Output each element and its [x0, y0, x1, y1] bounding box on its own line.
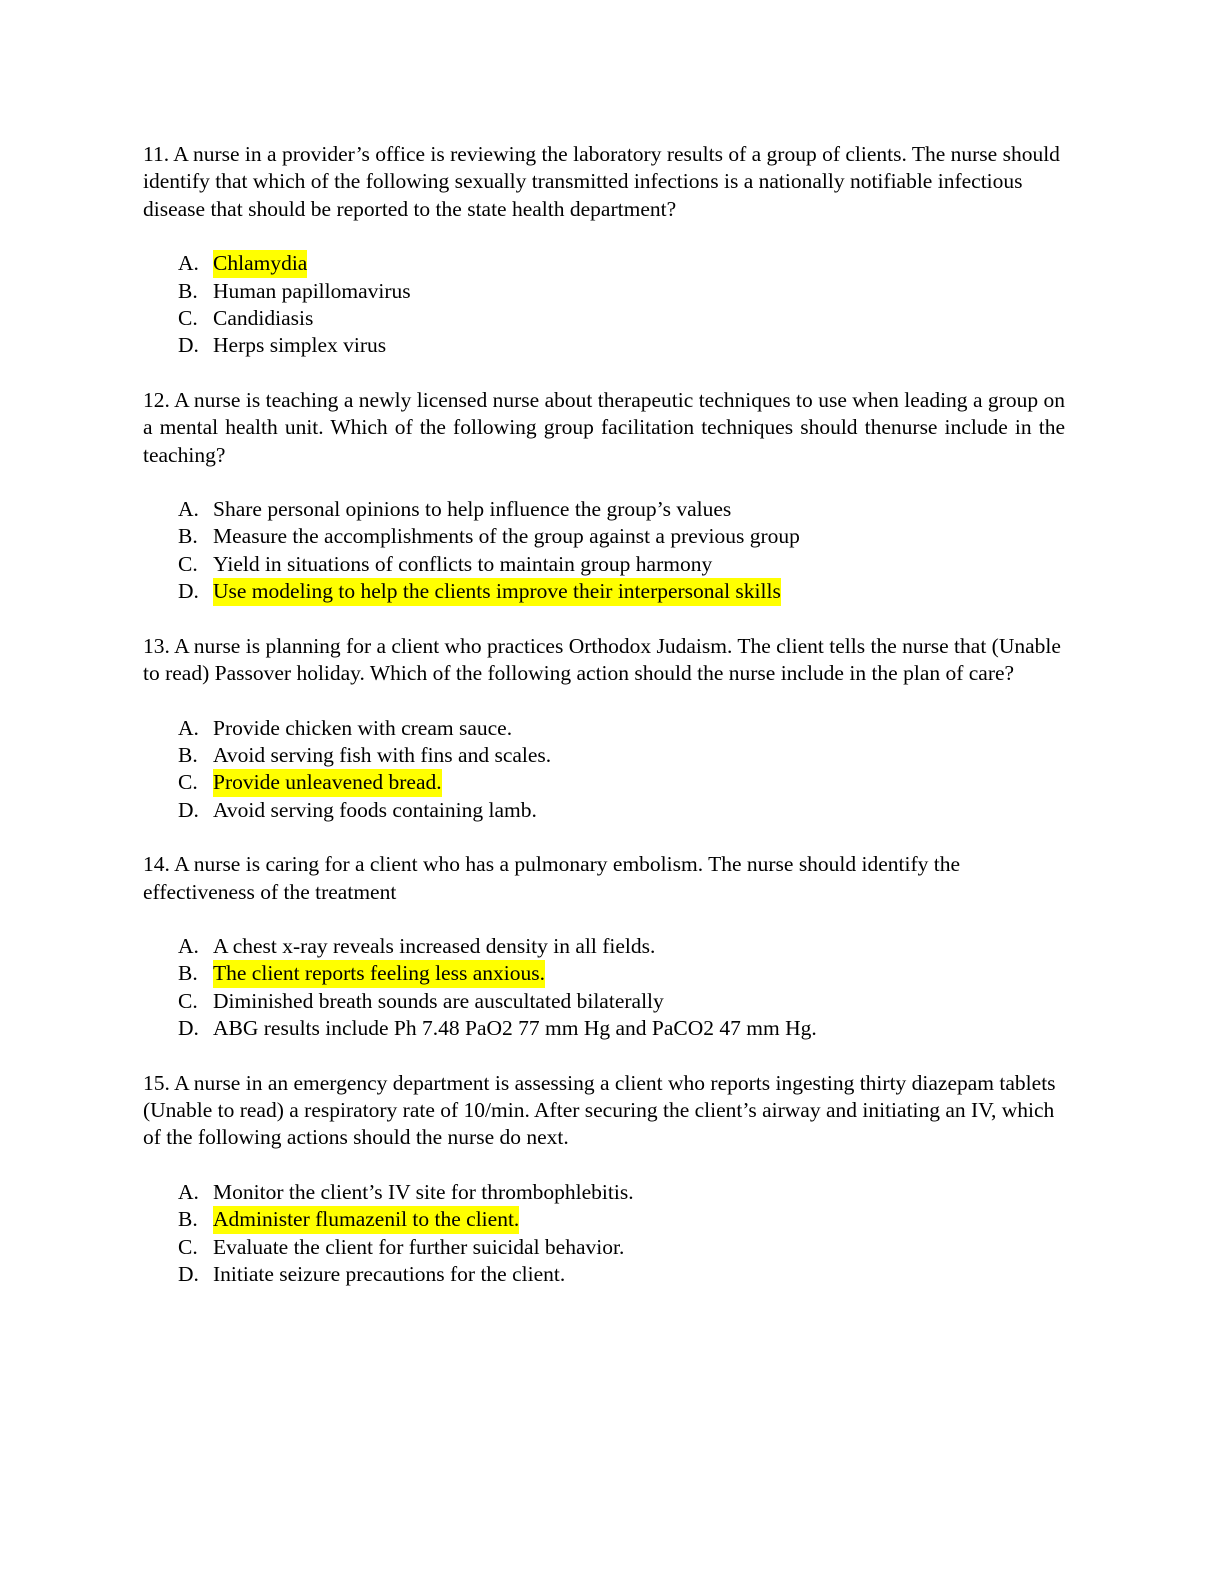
answer-options [143, 250, 1065, 360]
question-text: 13. A nurse is planning for a client who practices Orthodox Judaism. The client tells the nurse that (Unable to read) Passover holiday. Which of the following action should the nurse include in the plan of care? [143, 633, 1061, 686]
option-letter: A. [178, 933, 199, 958]
option-letter: A. [178, 1179, 199, 1204]
option-letter: D. [178, 333, 199, 358]
option-letter: D. [178, 579, 199, 604]
option-letter: B. [178, 1207, 198, 1232]
answer-option [143, 332, 1065, 359]
option-text: Diminished breath sounds are auscultated bilaterally [213, 988, 664, 1013]
question-15 [143, 1070, 1065, 1289]
answer-options [143, 1179, 1065, 1289]
answer-option [143, 988, 1065, 1015]
answer-option [143, 305, 1065, 332]
option-text: Provide unleavened bread. [213, 769, 442, 796]
answer-option [143, 578, 1065, 605]
option-text: Administer flumazenil to the client. [213, 1206, 519, 1233]
option-letter: D. [178, 1262, 199, 1286]
question-text: 11. A nurse in a provider’s office is reviewing the laboratory results of a group of clients. The nurse should identify that which of the following sexually transmitted infections is a nationally notifiable infectious disease that should be reported to the state health department? [143, 142, 1060, 221]
option-letter: C. [178, 770, 198, 795]
question-11 [143, 141, 1065, 360]
answer-options [143, 496, 1065, 606]
option-letter: D. [178, 1016, 199, 1041]
option-text: Yield in situations of conflicts to maintain group harmony [213, 551, 713, 576]
option-letter: C. [178, 988, 198, 1013]
answer-option [143, 551, 1065, 578]
option-letter: A. [178, 497, 199, 522]
answer-option [143, 278, 1065, 305]
answer-option [143, 1206, 1065, 1233]
option-letter: B. [178, 961, 198, 986]
option-text: Human papillomavirus [213, 278, 411, 303]
answer-option [143, 250, 1065, 277]
option-letter: B. [178, 278, 198, 303]
option-text: Use modeling to help the clients improve their interpersonal skills [213, 578, 781, 605]
option-text: Avoid serving fish with fins and scales. [213, 742, 552, 767]
option-letter: D. [178, 797, 199, 822]
option-text: The client reports feeling less anxious. [213, 960, 545, 987]
answer-option [143, 1261, 1065, 1288]
option-text: Herps simplex virus [213, 333, 387, 358]
option-letter: A. [178, 715, 199, 740]
document-page [143, 141, 1065, 1315]
answer-option [143, 960, 1065, 987]
answer-option [143, 496, 1065, 523]
answer-option [143, 742, 1065, 769]
option-text: ABG results include Ph 7.48 PaO2 77 mm Hg and PaCO2 47 mm Hg. [213, 1016, 817, 1041]
answer-option [143, 1179, 1065, 1206]
question-12 [143, 387, 1065, 606]
question-14 [143, 851, 1065, 1042]
answer-option [143, 769, 1065, 796]
option-text: Evaluate the client for further suicidal behavior. [213, 1234, 625, 1259]
option-text: A chest x-ray reveals increased density in all fields. [213, 933, 656, 958]
question-text: 14. A nurse is caring for a client who has a pulmonary embolism. The nurse should identify the effectiveness of the treatment [143, 852, 961, 904]
question-text: 15. A nurse in an emergency department is assessing a client who reports ingesting thirty diazepam tablets (Unable to read) a respiratory rate of 10/min. After securing the client’s airway and initiating an IV, which of the following actions should the nurse do next. [143, 1070, 1056, 1150]
answer-option [143, 933, 1065, 960]
option-letter: C. [178, 1234, 198, 1259]
option-letter: A. [178, 251, 199, 276]
answer-options [143, 933, 1065, 1043]
option-letter: C. [178, 306, 198, 331]
option-text: Monitor the client’s IV site for thrombophlebitis. [213, 1179, 634, 1204]
answer-option [143, 1015, 1065, 1042]
answer-option [143, 797, 1065, 824]
option-text: Measure the accomplishments of the group against a previous group [213, 524, 800, 549]
option-text: Avoid serving foods containing lamb. [213, 797, 537, 822]
option-text: Share personal opinions to help influence the group’s values [213, 497, 732, 522]
option-text: Initiate seizure precautions for the client. [213, 1262, 566, 1286]
option-letter: B. [178, 742, 198, 767]
option-text: Chlamydia [213, 250, 307, 277]
option-letter: C. [178, 551, 198, 576]
option-letter: B. [178, 524, 198, 549]
option-text: Provide chicken with cream sauce. [213, 715, 513, 740]
question-text: 12. A nurse is teaching a newly licensed nurse about therapeutic techniques to use when leading a group on a mental health unit. Which of the following group facilitation techniques should thenurse include in the teaching? [143, 387, 1065, 467]
option-text: Candidiasis [213, 306, 314, 331]
answer-options [143, 715, 1065, 825]
answer-option [143, 1234, 1065, 1261]
answer-option [143, 715, 1065, 742]
question-13 [143, 633, 1065, 824]
answer-option [143, 523, 1065, 550]
